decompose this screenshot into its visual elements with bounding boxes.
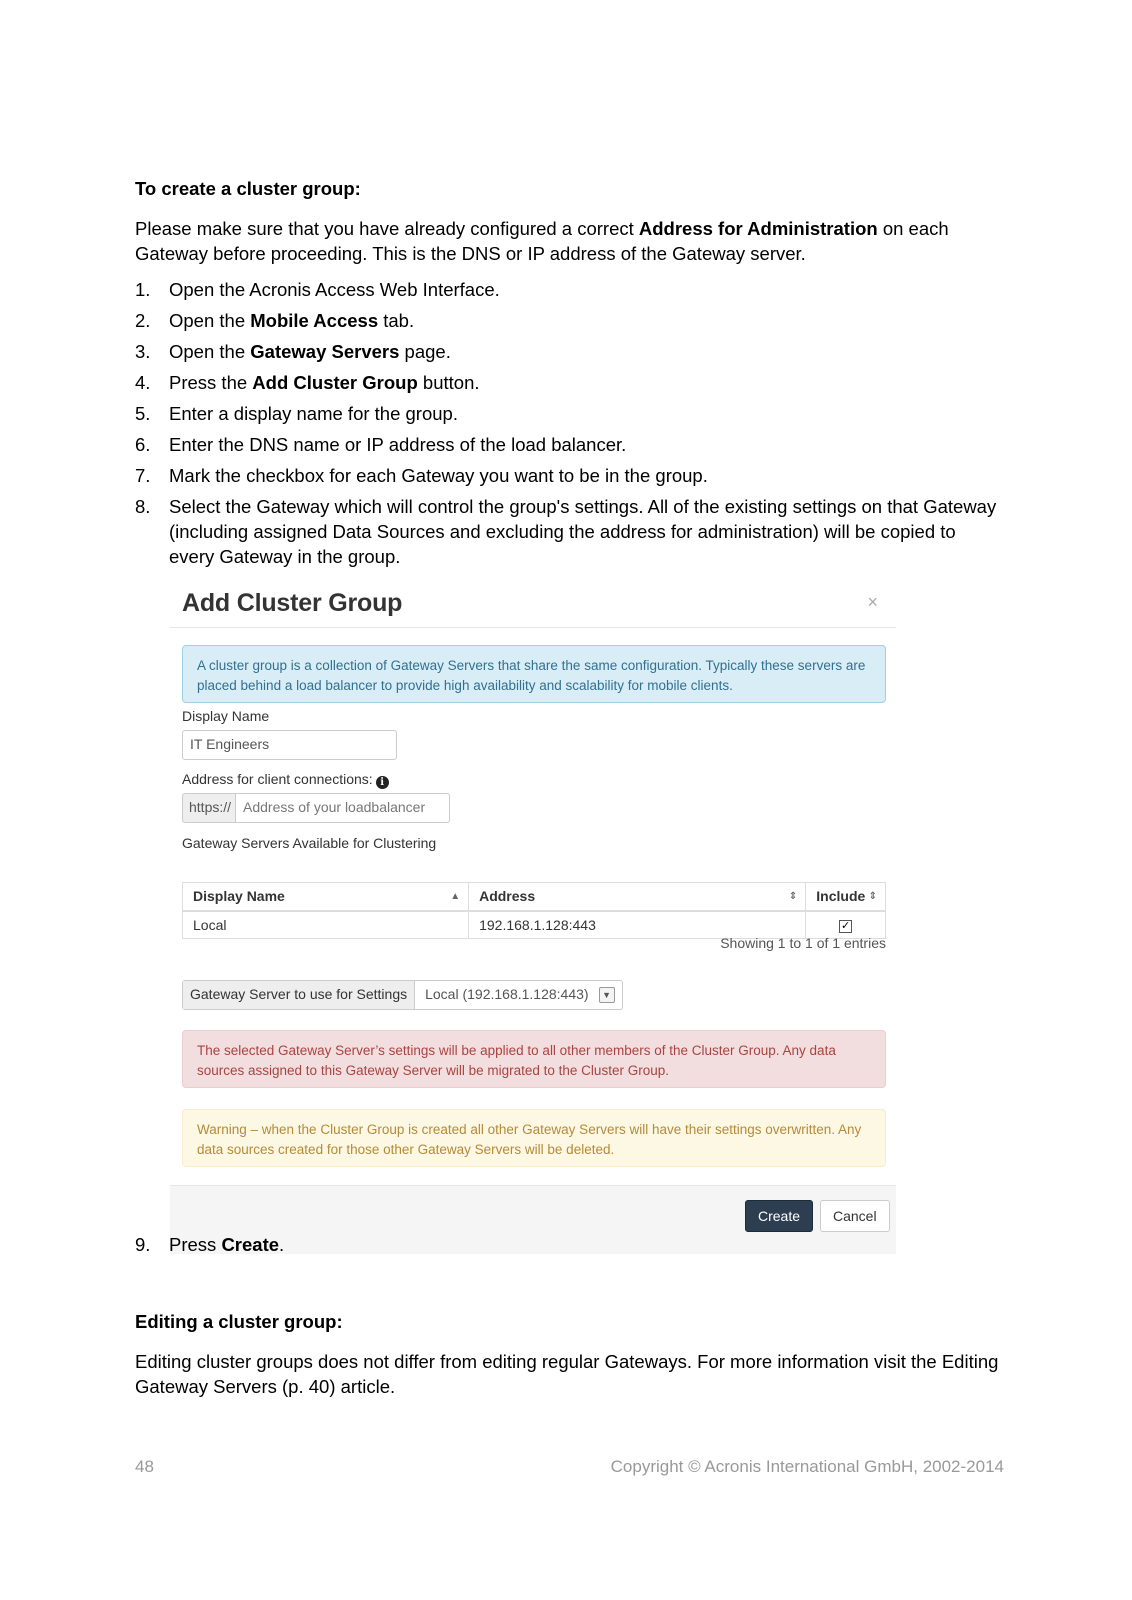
column-label: Address bbox=[479, 888, 536, 905]
info-icon[interactable]: i bbox=[376, 776, 389, 789]
display-name-label: Display Name bbox=[182, 708, 270, 724]
step-item bbox=[135, 494, 1005, 569]
display-name-input[interactable]: IT Engineers bbox=[182, 730, 397, 760]
step-text: Open the bbox=[169, 310, 251, 331]
step-number: 7. bbox=[135, 465, 151, 486]
step-text: Mark the checkbox for each Gateway you want to be in the group. bbox=[169, 465, 708, 486]
address-input[interactable]: Address of your loadbalancer bbox=[235, 793, 450, 823]
step-item bbox=[135, 463, 1005, 488]
settings-server-select[interactable] bbox=[182, 980, 623, 1010]
page-number: 48 bbox=[135, 1457, 154, 1476]
step-text-end: . bbox=[279, 1234, 285, 1255]
sort-asc-icon: ▲ bbox=[450, 891, 461, 902]
step-text: Enter a display name for the group. bbox=[169, 403, 458, 424]
chevron-down-icon[interactable]: ▼ bbox=[599, 987, 615, 1003]
step-item bbox=[135, 339, 1005, 364]
instructions-section bbox=[135, 176, 1005, 575]
settings-select-label: Gateway Server to use for Settings bbox=[183, 981, 415, 1009]
column-header-display-name[interactable] bbox=[183, 883, 469, 911]
column-label: Display Name bbox=[193, 888, 285, 905]
step-item bbox=[135, 277, 1005, 302]
step-number: 3. bbox=[135, 341, 151, 362]
info-alert: A cluster group is a collection of Gateway Servers that share the same configuration. Typically these servers are placed behind a load balancer to provide high availability and scalability for mobile clients. bbox=[182, 645, 886, 703]
step-text: Press bbox=[169, 1234, 222, 1255]
step-item bbox=[135, 401, 1005, 426]
step-number: 6. bbox=[135, 434, 151, 455]
showing-entries: Showing 1 to 1 of 1 entries bbox=[720, 935, 886, 951]
step-bold: Add Cluster Group bbox=[252, 372, 418, 393]
section-heading: To create a cluster group: bbox=[135, 178, 361, 199]
copyright: Copyright © Acronis International GmbH, 2002-2014 bbox=[610, 1457, 1004, 1476]
settings-select-value[interactable]: Local (192.168.1.128:443) bbox=[415, 981, 598, 1009]
steps-list-continued bbox=[135, 1232, 1005, 1257]
step-text-end: page. bbox=[399, 341, 451, 362]
danger-alert: The selected Gateway Server’s settings will be applied to all other members of the Cluster Group. Any data sources assigned to this Gateway Server will be migrated to the Cluster Group. bbox=[182, 1030, 886, 1088]
column-header-address[interactable] bbox=[469, 883, 806, 911]
step-text-end: button. bbox=[417, 372, 480, 393]
step-number: 8. bbox=[135, 496, 151, 517]
gateway-servers-table bbox=[182, 882, 886, 939]
step-number: 5. bbox=[135, 403, 151, 424]
sort-both-icon: ⇕ bbox=[788, 891, 798, 902]
editing-paragraph: Editing cluster groups does not differ from editing regular Gateways. For more information visit the Editing Gateway Servers (p. 40) article. bbox=[135, 1351, 999, 1397]
step-text: Select the Gateway which will control the group's settings. All of the existing settings on that Gateway (including assigned Data Sources and excluding the address for administration) will be copied to every Gateway in the group. bbox=[169, 496, 997, 567]
dialog-title: Add Cluster Group bbox=[182, 589, 403, 617]
step-number: 2. bbox=[135, 310, 151, 331]
add-cluster-group-dialog bbox=[170, 582, 896, 1254]
step-item bbox=[135, 370, 1005, 395]
intro-paragraph bbox=[135, 216, 1005, 266]
warning-alert: Warning – when the Cluster Group is created all other Gateway Servers will have their settings overwritten. Any data sources created for those other Gateway Servers will be deleted. bbox=[182, 1109, 886, 1167]
step-item bbox=[135, 308, 1005, 333]
create-button[interactable]: Create bbox=[745, 1200, 813, 1232]
step-text: Open the Acronis Access Web Interface. bbox=[169, 279, 500, 300]
step-text-end: tab. bbox=[378, 310, 415, 331]
dialog-header bbox=[170, 582, 896, 628]
step-number: 1. bbox=[135, 279, 151, 300]
step-bold: Create bbox=[221, 1234, 280, 1255]
column-header-include[interactable] bbox=[806, 883, 886, 911]
step-bold: Gateway Servers bbox=[250, 341, 400, 362]
close-icon[interactable]: × bbox=[867, 592, 878, 612]
step-text: Press the bbox=[169, 372, 253, 393]
intro-text-end: on each Gateway before proceeding. This is the DNS or IP address of the Gateway server. bbox=[135, 218, 949, 264]
https-prefix: https:// bbox=[182, 793, 236, 823]
continued-section bbox=[135, 1232, 1005, 1410]
table-caption: Gateway Servers Available for Clustering bbox=[182, 835, 437, 851]
row-address: 192.168.1.128:443 bbox=[469, 911, 806, 939]
step-text: Enter the DNS name or IP address of the load balancer. bbox=[169, 434, 627, 455]
step-item bbox=[135, 1232, 1005, 1257]
step-number: 9. bbox=[135, 1234, 151, 1255]
address-label-text: Address for client connections: bbox=[182, 771, 373, 787]
row-display-name: Local bbox=[183, 911, 469, 939]
step-text: Open the bbox=[169, 341, 251, 362]
address-label bbox=[182, 771, 389, 789]
column-label: Include bbox=[816, 888, 866, 905]
step-item bbox=[135, 432, 1005, 457]
step-number: 4. bbox=[135, 372, 151, 393]
step-bold: Mobile Access bbox=[250, 310, 379, 331]
intro-text: Please make sure that you have already configured a correct bbox=[135, 218, 639, 239]
sort-both-icon: ⇕ bbox=[868, 891, 877, 902]
cancel-button[interactable]: Cancel bbox=[820, 1200, 890, 1232]
section-heading: Editing a cluster group: bbox=[135, 1311, 343, 1332]
steps-list bbox=[135, 277, 1005, 569]
intro-bold: Address for Administration bbox=[638, 218, 878, 239]
include-checkbox[interactable]: ✓ bbox=[841, 919, 851, 932]
